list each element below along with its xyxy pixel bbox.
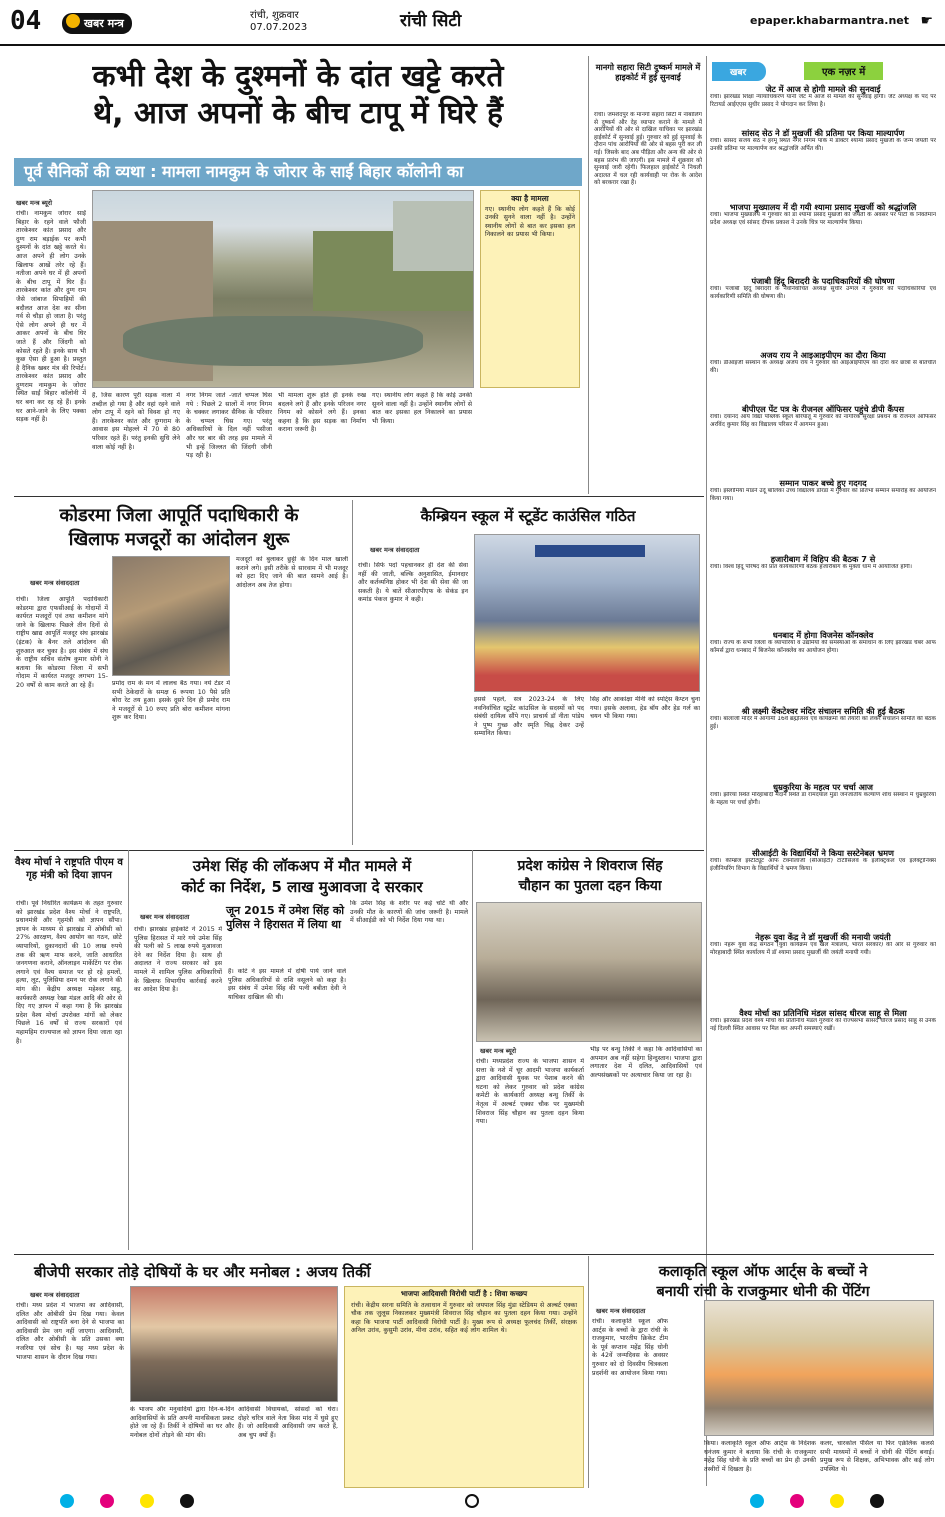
brand-logo-icon — [66, 14, 80, 28]
umesh-headline-line2: कोर्ट का निर्देश, 5 लाख मुआवजा दे सरकार — [181, 878, 423, 896]
registration-mark — [100, 1494, 114, 1508]
lead-headline-line1: कभी देश के दुश्मनों के दांत खट्टे करते — [92, 59, 504, 94]
registration-mark — [830, 1494, 844, 1508]
lead-photo-waterlogged-lane — [92, 190, 474, 388]
water-puddle-shape — [123, 316, 423, 366]
lead-text-col3: नगर निगम जाते -जाते चप्पल घिस गये : पिछले 2 सालों में नगर निगम के चक्कर लगाकर सैनिक के परिवार के चप्पल घिस गए। परंतु अधिकारियों के दिल नहीं पसीजा और घर बार की तरह इस मामले में भी इन्हें जिल्लत की जिंदगी जीनी पड़ रही है। — [186, 392, 272, 460]
masthead — [0, 0, 945, 46]
rule — [14, 850, 704, 851]
date-place: रांची, शुक्रवार — [250, 10, 299, 21]
cambrian-text-col3: सिंह और आकांक्षा मीनी को स्पोर्ट्स कैप्टन चुना गया। इसके अलावा, हेड बॉय और हेड गर्ल का चयन भी किया गया। — [590, 696, 700, 721]
box-text: गए। स्थानीय लोग कहते हैं कि कोई उनकी सुनने वाला नहीं है। उन्होंने स्थानीय लोगों से बात कर इसका हल निकालने का प्रयास भी किया। — [485, 205, 575, 239]
registration-mark — [790, 1494, 804, 1508]
cambrian-byline: खबर मन्त्र संवाददाता — [370, 546, 420, 554]
nazar-item[interactable]: नेहरू युवा केंद्र ने डॉ मुखर्जी की मनायी जयंती रांची। नेहरू युवा केंद्र संगठन (युवा कार्यक्रम एवं खेल मंत्रालय, भारत सरकार) की ओर से गुरुवार को मोरहाबादी स्थित कार्यालय में डॉ श्यामा प्रसाद मुखर्जी की जयंती मनायी गयी। — [710, 932, 936, 956]
kalakriti-text-col3: कलर, चारकोल पेंसिल या फिर एक्रेलिक कलर्स सभी माध्यमों में बच्चों ने धोनी की पेंटिंग बनाई। प्रमुख रूप से शिक्षक, अभिभावक और कई लोग उपस्थित थे। — [820, 1440, 934, 1473]
brand-badge[interactable]: खबर मन्त्र — [62, 13, 132, 34]
nazar-item[interactable]: सांसद सेठ ने डॉ मुखर्जी की प्रतिमा पर किया माल्यार्पण रांची। सांसद संजय सेठ ने हरमू स्थित नगर निगम पार्क में डॉक्टर श्यामा प्रसाद मुखर्जी के जन्म जयंती पर उनकी प्रतिमा पर माल्यार्पण कर श्रद्धांजलि अर्पित की। — [710, 128, 936, 152]
bjp-text-col3: आदिवासी विधायकों, सांसदों को घेरा। दोहरे चरित्र वाले नेता किस मांद में घुसे हुए हैं। जो आदिवासी आदिवासी जप करते हैं, अब चुप क्यों हैं। — [238, 1406, 338, 1439]
nazar-tag: खबर — [712, 62, 766, 81]
nazar-item[interactable]: श्री लक्ष्मी वेंकटेश्वर मंदिर संचालन समिति की हुई बैठक रांची। बालाजी मंदिर में आगामी 16वें ब्रह्मोत्सव एवं कार्यक्रमों की तैयारी को लेकर संचालन समिति की बैठक हुई। — [710, 706, 936, 730]
koderma-headline[interactable] — [14, 504, 344, 552]
nazar-item[interactable]: वैश्य मोर्चा का प्रतिनिधि मंडल सांसद धीरज साहू से मिला रांची। झारखंड प्रदेश वैश्य मोर्चा का प्रतिनिधि मंडल गुरुवार को राज्यसभा सांसद धीरज प्रसाद साहू से उनके नई दिल्ली स्थित आवास पर मिल कर अपनी समस्याएं रखीं। — [710, 1008, 936, 1032]
rule — [14, 496, 704, 497]
kya-hai-mamla-box — [480, 190, 580, 388]
registration-mark — [870, 1494, 884, 1508]
kalakriti-text-col1: रांची। कलाकृति स्कूल ऑफ आर्ट्स के बच्चों के द्वारा रांची के राजकुमार, भारतीय क्रिकेट टीम के पूर्व कप्तान महेंद्र सिंह धोनी के 42वें जन्मदिवस के अवसर गुरुवार को दो दिवसीय चित्रकला प्रदर्शनी का आयोजन किया गया। — [592, 1318, 668, 1377]
nazar-item[interactable]: सीआईटी के विद्यार्थियों ने किया सस्टेनेबल भ्रमण रांची। कैम्ब्रिज इंस्टीट्यूट ऑफ टेक्नोलॉजी (सीआईटी) टाटीसिलवे के इलेक्ट्रिकल एवं इलेक्ट्रॉनिक्स इंजीनियरिंग विभाग के विद्यार्थियों ने भ्रमण किया। — [710, 848, 936, 872]
koderma-text-col1: रांची। जिला आपूर्ति पदाधिकारी कोडरमा द्वारा एफसीआई के गोदामों में कार्यरत मजदूरों एवं तथा कमीशन मांगे जाने के खिलाफ पिछले तीन दिनों से राष्ट्रीय खाद्य आपूर्ति मजदूर संघ झारखंड (इंटक) के बैनर तले आंदोलन की शुरुआत कर चुका है। इस संबंध में संघ के राष्ट्रीय सचिव संतोष कुमार सोनी ने बताया कि कोडरमा जिला में सभी गोदाम में कार्यरत मजदूर लगभग 15-20 वर्षों से काम करते आ रहे हैं। — [16, 596, 108, 689]
cambrian-headline[interactable]: कैम्ब्रियन स्कूल में स्टूडेंट काउंसिल गठित — [420, 507, 636, 525]
nazar-item[interactable]: बीपीएल पेंट पत्र के रीजनल ऑफिसर पहुंचे डीपी कैंपस रांची। दयानंद आर्य विद्या पब्लिक स्कूल बरियातू में गुरुवार को नागरिक सुरक्षा प्रबंधन के रीजनल ऑफिसर अरविंद कुमार सिंह का विद्यालय परिसर में आगमन हुआ। — [710, 404, 936, 428]
vaishya-headline[interactable]: वैश्य मोर्चा ने राष्ट्रपति पीएम व गृह मंत्री को दिया ज्ञापन — [15, 857, 123, 881]
crosshair-mark-icon — [465, 1494, 479, 1508]
cambrian-photo-student-council — [474, 534, 700, 692]
congress-text-col2: भीड़ पर बन्धु तिर्की ने कहा कि आदिवासियों का अपमान अब नहीं सहेगा हिन्दुस्तान। भाजपा द्वारा लगातार देश में दलित, आदिवासियों एवं अल्पसंख्यकों पर अत्याचार किया जा रहा है। — [590, 1046, 702, 1079]
lead-text-col1: रांची। नामकुम जोरार साईं बिहार के रहने वाले फौजी तारकेश्वर कांत प्रसाद और दुग्ग राम बड़ाईक पर कभी दुश्मनों के दांत खट्टे करते थे। आज अपने ही लोग उनके खिलाफ आखें तरेर रहे हैं। नतीजा अपने घर में ही अपनों के बीच टापू में घिर हैं। तारकेश्वर कांत और दुग्ग राम जैसे जांबाज सिपाहियों की बदौलत आज देश का सीना गर्व से चौड़ा हो जाता है। परंतु ऐसे लोग अपने ही घर में आकर अपनों के बीच घिर जाते हैं और जिंदगी को कोसते रहते हैं। इनके साथ भी कुछ ऐसा ही हुआ है। प्रस्तुत है दैनिक खबर मंत्र की रिपोर्ट। तारकेश्वर कांत प्रसाद और दुग्गराम नामकुम के जोरार स्थित साईं बिहार कॉलोनी में घर बना कर रह रहे हैं। इनके घर आने-जाने के लिए पक्का सड़क नहीं है। — [16, 210, 86, 424]
congress-headline[interactable] — [476, 856, 704, 896]
lead-text-col5: गए। स्थानीय लोग कहते हैं कि कोई उनकी सुनने वाला नहीं है। उन्होंने स्थानीय लोगों से बात कर इसका हल निकालने का प्रयास भी किया। — [372, 392, 472, 425]
kalakriti-headline-line2: बनायी रांची के राजकुमार धोनी की पेंटिंग — [656, 1284, 870, 1300]
section-title: रांची सिटी — [400, 11, 462, 31]
shiva-box-head: भाजपा आदिवासी विरोधी पार्टी है : शिवा कच्छप — [400, 1289, 528, 1298]
lead-byline: खबर मन्त्र ब्यूरो — [16, 199, 53, 207]
mango-text: रांची। जमशेदपुर के मानगो सहारा सिटी में नाबालिग से दुष्कर्म और देह व्यापार कराने के मामले में आरोपियों की ओर से दाखिल याचिका पर झारखंड हाईकोर्ट में सुनवाई हुई। गुरुवार को हुई सुनवाई के दौरान पांच आरोपियों की ओर से बहस पूरी कर ली गई। जिसके बाद अब पीड़िता और अन्य की ओर से बहस प्रारंभ की जाएगी। इस मामले में शुक्रवार को सुनवाई जारी रहेगी। फिलहाल हाईकोर्ट ने निचली अदालत में चल रही कार्यवाही पर रोक के आदेश को बरकरार रखा है। — [594, 112, 702, 187]
cambrian-text-col1: रांची। सिर्फ पदों पहचानकर ही देश की सेवा नहीं की जाती, बल्कि अनुशासित, ईमानदार और कर्तव्यनिष्ठ होकर भी देश की सेवा की जा सकती है। ये बातें सीआरपीएफ के सेकंड इन कमांड पंकज कुमार ने कही। — [358, 562, 468, 604]
dateline — [250, 10, 307, 34]
column-divider — [588, 56, 589, 494]
cambrian-text-col2: इससे पहले, सत्र 2023-24 के लिए नवनिर्वाचित स्टूडेंट कांउसिल के सदस्यों को पद संबंधी दायित्व सौंपे गए। प्राचार्य डॉ नीता पांडेय ने पुष्प गुच्छ और स्मृति चिह्न देकर उन्हें सम्मानित किया। — [474, 696, 584, 738]
column-divider — [588, 1256, 589, 1488]
kalakriti-headline[interactable] — [592, 1262, 934, 1302]
umesh-byline: खबर मन्त्र संवाददाता — [140, 913, 190, 921]
koderma-text-col3: मजदूरों को बुलाकर छुट्टी के दिन माल खाली कराने लगे। इसी तरीके से सारवाम में भी मजदूर को हटा दिए जाने की बात सामने आई है। आंदोलन अब तेज होगा। — [236, 556, 348, 589]
congress-headline-line1: प्रदेश कांग्रेस ने शिवराज सिंह — [517, 858, 663, 874]
umesh-text-col1: रांची। झारखंड हाईकोर्ट ने 2015 में पुलिस हिरासत में मारे गये उमेश सिंह की पत्नी को 5 लाख रुपये मुआवजा देने का निर्देश दिया है। साथ ही अदालत ने राज्य सरकार को इस मामले में शामिल पुलिस अधिकारियों के खिलाफ विभागीय कार्रवाई करने का आदेश दिया है। — [134, 926, 222, 994]
column-divider — [128, 850, 129, 1250]
date-value: 07.07.2023 — [250, 22, 308, 33]
registration-mark — [60, 1494, 74, 1508]
hand-pointer-icon: ☛ — [920, 13, 933, 29]
umesh-text-col2: है। कोर्ट ने इस मामले में दोषी पाये जाने वाले पुलिस अधिकारियों से राशि वसूलने को कहा है। इस संबंध में उमेश सिंह की पत्नी बबीता देवी ने याचिका दाखिल की थी। — [228, 968, 346, 1001]
bjp-text-col2: के भाजप और मनुवादियों द्वारा दिन-ब-दिन आदिवासियों के प्रति अपनी मानसिकता प्रकट होते जा रहे हैं। तिर्की ने दोषियों का घर और मनोबल दोनों तोड़ने की मांग की। — [130, 1406, 234, 1439]
lead-strap: पूर्व सैनिकों की व्यथा : मामला नामकुम के जोरार के साईं बिहार कॉलोनी का — [14, 158, 582, 186]
shiva-box-text: रांची। केंद्रीय सरना समिति के तत्वाधान में गुरुवार को जयपाल सिंह मुंडा स्टेडियम से अल्बर्ट एक्का चौक तक जुलूस निकालकर मुख्यमंत्री शिवराज सिंह चौहान का पुतला दहन किया गया। उन्होंने कहा कि भाजपा पार्टी आदिवासी विरोधी पार्टी है। मुख्य रूप से अध्यक्ष फूलचंद तिर्की, संरक्षक अनिल उरांव, कुसुमी उरांव, मीना उरांव, सहित कई लोग शामिल थे। — [351, 1301, 577, 1335]
column-divider — [472, 850, 473, 1250]
bjp-headline[interactable]: बीजेपी सरकार तोड़े दोषियों के घर और मनोबल : अजय तिर्की — [34, 1263, 371, 1281]
mango-headline[interactable]: मानगो सहारा सिटी दुष्कर्म मामले में हाइकोर्ट में हुई सुनवाई — [595, 62, 701, 82]
box-title: क्या है मामला — [511, 194, 549, 203]
page-number: 04 — [10, 6, 42, 36]
registration-mark — [180, 1494, 194, 1508]
nazar-item[interactable]: हजारीबाग में विहिप की बैठक 7 से रांची। विश्व हिंदू परिषद की प्रांत कार्यकारिणी बैठक हजारीबाग के मुक्ता धाम में आयोजित होगी। — [710, 554, 913, 570]
koderma-text-col2: प्रमोद राम के मन में लालच बैठ गया। नये टेंडर में सभी ठेकेदारों के समक्ष 6 रूपया 10 पैसे प्रति बोरा रेट तय हुआ। इसके दूसरे दिन ही प्रमोद राम ने मजदूरों से 10 रुपए प्रति बोरा कमीशन मांगना शुरू कर दिया। — [112, 680, 230, 722]
koderma-headline-line2: खिलाफ मजदूरों का आंदोलन शुरू — [68, 529, 290, 550]
registration-mark — [140, 1494, 154, 1508]
bjp-byline: खबर मन्त्र संवाददाता — [30, 1291, 80, 1299]
nazar-list — [710, 84, 936, 1124]
kalakriti-text-col2: किया। कलाकृति स्कूल ऑफ आर्ट्स के निदेशक धनंजय कुमार ने बताया कि रांची के राजकुमार महेंद्र सिंह धोनी के प्रति बच्चों का प्रेम ही उनकी तस्वीरों में दिखता है। — [704, 1440, 816, 1473]
nazar-item[interactable]: भाजपा मुख्यालय में दी गयी श्यामा प्रसाद मुखर्जी को श्रद्धांजलि रांची। भाजपा मुख्यालय में गुरुवार को डॉ श्यामा प्रसाद मुखर्जी की जयंती के अवसर पर पार्टी के निवर्तमान प्रदेश अध्यक्ष एवं सांसद दीपक प्रकाश ने उनके चित्र पर माल्यार्पण किया। — [710, 202, 936, 226]
registration-mark — [750, 1494, 764, 1508]
nazar-item[interactable]: जेट में आज से होगी मामले की सुनवाई रांची। झारखंड शिक्षा न्यायाधिकरण यानी जेट में आज से मामले की सुनवाई होगी। जेट अध्यक्ष के पद पर रिटायर्ड आईएएस सुधीर प्रसाद ने योगदान कर लिया है। — [710, 84, 936, 108]
rule — [14, 1254, 934, 1255]
kalakriti-photo-dhoni-paintings — [704, 1300, 934, 1436]
congress-photo-effigy-burning — [476, 902, 702, 1042]
lead-text-col4: भी मामला शुरू होते ही इनके रुख बदलने लगे हैं और इनके परिजन नगर निगम को कोसने लगे हैं। इनका कहना है कि इस सड़क का निर्माण कराना जरूरी है। — [278, 392, 366, 434]
congress-text-col1: रांची। मध्यप्रदेश राज्य के भाजपा शासन में सत्ता के नशे में चूर आदमी भाजपा कार्यकर्ता द्वारा आदिवासी युवक पर पेशाब करने की घटना को लेकर गुरुवार को प्रदेश कांग्रेस कमेटी के कार्यकारी अध्यक्ष बन्धु तिर्की के नेतृत्व में अल्बर्ट एक्का चौक पर मुख्यमंत्री शिवराज सिंह चौहान का पुतला दहन किया गया। — [476, 1058, 584, 1126]
nazar-item[interactable]: धनबाद में होगा विजनेस कॉनक्लेव रांची। राज्य के सभी जिलों के व्यापारियों व उद्यमियों की समस्याओं के समाधान के लिए झारखंड चैंबर ऑफ कॉमर्स द्वारा धनबाद में बिजनेस कॉनक्लेव का आयोजन होगा। — [710, 630, 936, 654]
nazar-item[interactable]: अजय राय ने आइआइपीएम का दौरा किया रांची। डीआइजी संस्थान के अध्यक्ष अजय राय ने गुरुवार को आईआईपीएम का दौरा कर छात्रों से बातचीत की। — [710, 350, 936, 374]
koderma-photo-protest — [112, 556, 230, 676]
shiva-kachhap-box — [344, 1286, 584, 1488]
umesh-pullquote: जून 2015 में उमेश सिंह को पुलिस ने हिरासत में लिया था — [226, 904, 345, 931]
lead-headline[interactable] — [14, 58, 582, 132]
umesh-headline[interactable] — [132, 856, 472, 898]
nazar-item[interactable]: धुम्रकुरिया के महत्व पर चर्चा आज रांची। झरिया स्थित मोरहाबादी मैदान स्थित डॉ रामदयाल मुंडा जनजातीय कल्याण शोध संस्थान में धुम्रकुरिया के महत्व पर चर्चा होगी। — [710, 782, 936, 806]
column-divider — [352, 500, 353, 845]
building-shape — [393, 201, 473, 271]
lead-headline-line2: थे, आज अपनों के बीच टापू में घिरे हैं — [93, 96, 503, 131]
koderma-byline: खबर मन्त्र संवाददाता — [30, 579, 80, 587]
umesh-text-col3: कि उमेश सिंह के शरीर पर कई चोटें थीं और उनकी मौत के कारणों की जांच जरूरी है। मामले में सीआईडी को भी निर्देश दिया गया था। — [350, 900, 468, 925]
nazar-item[interactable]: पंजाबी हिंदू बिरादरी के पदाधिकारियों की घोषणा रांची। पंजाबी हिंदू बिरादरी के नवनिर्वाचित अध्यक्ष सुधीर उग्गल ने गुरुवार को पदाधिकारियों एवं कार्यकारिणी समिति की घोषणा की। — [710, 276, 936, 300]
congress-byline: खबर मन्त्र ब्यूरो — [480, 1047, 517, 1055]
kalakriti-headline-line1: कलाकृति स्कूल ऑफ आर्ट्स के बच्चों ने — [658, 1264, 868, 1280]
epaper-link[interactable]: epaper.khabarmantra.net — [750, 14, 909, 27]
ek-nazar-header — [712, 62, 932, 80]
bjp-photo-leaders — [130, 1286, 338, 1402]
kalakriti-byline: खबर मन्त्र संवाददाता — [596, 1307, 646, 1315]
bjp-text-col1: रांची। मध्य प्रदेश में भाजपा का आदिवासी, दलित और ओबीसी प्रेम दिख गया। केवल आदिवासी को राष्ट्रपति बना देने से भाजपा का आदिवासी प्रेम जग नहीं जाएगा। आदिवासी, दलित और ओबीसी के प्रति उसका क्या नजरिया एवं सोच है। यह मध्य प्रदेश के भाजपा शासन के दौरान दिख गया। — [16, 1302, 124, 1361]
banner-shape — [535, 545, 645, 557]
umesh-headline-line1: उमेश सिंह की लॉकअप में मौत मामले में — [192, 857, 412, 875]
nazar-item[interactable]: सम्मान पाकर बच्चे हुए गदगद रांची। इस्लामिया मॉडर्न उर्दू बालिका उच्च विद्यालय डोरंडा में गुरुवार को प्रतिभा सम्मान समारोह का आयोजन किया गया। — [710, 478, 936, 502]
vaishya-text: रांची। पूर्व निर्धारित कार्यक्रम के तहत गुरुवार को झारखंड प्रदेश वैश्य मोर्चा ने राष्ट्रपति, प्रधानमंत्री और गृहमंत्री को ज्ञापन सौंपा। ज्ञापन के माध्यम से झारखंड में ओबीसी को 27% आरक्षण, वैश्य आयोग का गठन, छोटे व्यापारियों, दुकानदारों की 10 लाख रुपये तक की ऋण माफ करने, जाति आधारित जनगणना कराने, ऑनलाइन मार्केटिंग पर रोक लगाने एवं वैश्य समाज पर हो रहे हमलों, हत्या, लूट, पुलिसिया दमन पर रोक लगाने की मांग की। केंद्रीय अध्यक्ष महेश्वर साहू, कार्यकारी अध्यक्ष रेखा मंडल आदि की ओर से दिए गए ज्ञापन में कहा गया है कि झारखंड प्रदेश वैश्य मोर्चा उपरोक्त मांगों को लेकर पिछले 16 वर्षों से राज्य सरकारों एवं महामहिम राज्यपाल को ज्ञापन दिया जाता रहा है। — [16, 900, 122, 1045]
congress-headline-line2: चौहान का पुतला दहन किया — [518, 878, 662, 894]
koderma-headline-line1: कोडरमा जिला आपूर्ति पदाधिकारी के — [59, 505, 299, 526]
nazar-title: एक नज़र में — [804, 62, 883, 80]
lead-text-col2: है, जिस कारण पूरी सड़क नाला में तब्दील हो गया है और वहां रहने वाले लोग टापू में रहने को विवश हो गए हैं। तारकेश्वर कांत और दुग्गराम के आवास इस मोहल्ले में 70 से 80 परिवार रहते हैं। परंतु इनकी सुधि लेने वाला कोई नहीं है। — [92, 392, 180, 451]
